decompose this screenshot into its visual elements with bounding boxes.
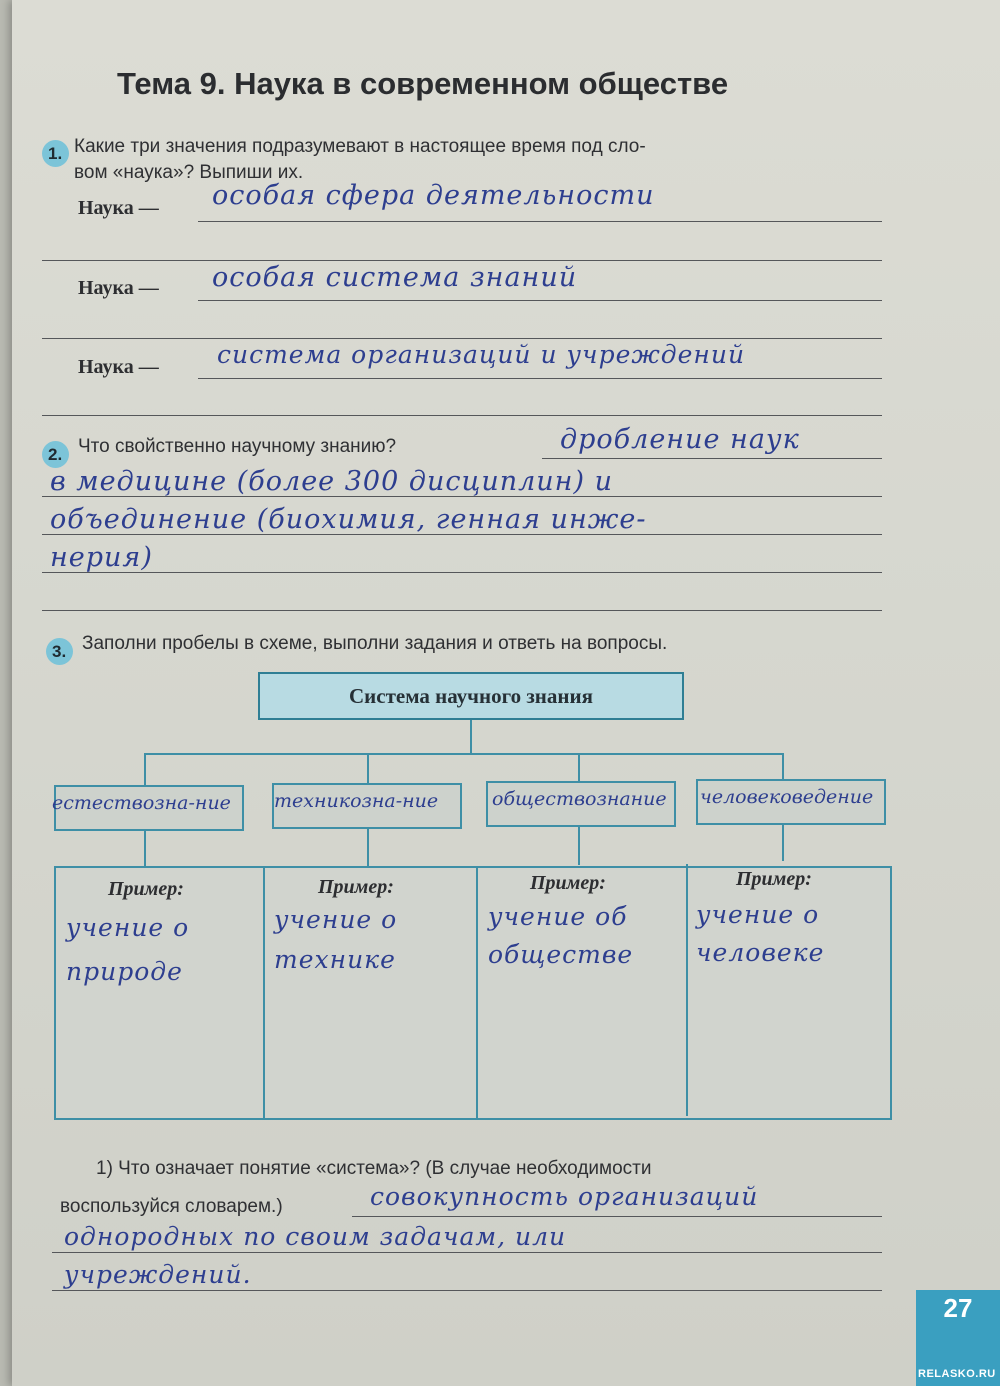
connector-line	[470, 720, 472, 754]
answer-1-1: особая сфера деятельности	[212, 180, 655, 211]
question-1-text	[74, 134, 904, 186]
answer-line	[198, 221, 882, 222]
answer-line	[52, 1290, 882, 1291]
answer-line	[198, 300, 882, 301]
answer-line	[542, 458, 882, 459]
example-3-text: учение об обществе	[488, 902, 634, 969]
example-1-text: учение о природе	[66, 913, 190, 986]
example-2-text: учение о технике	[274, 905, 398, 974]
nauka-label-1: Наука —	[78, 197, 159, 219]
workbook-page	[12, 0, 1000, 1386]
table-divider	[263, 868, 265, 1118]
branch-2-text: техникозна-ние	[274, 790, 439, 812]
branch-4-text: человековедение	[700, 786, 874, 808]
question-1-number: 1.	[42, 140, 69, 167]
page-title: Тема 9. Наука в современном обществе	[117, 66, 729, 101]
answer-3-1-line-1: совокупность организаций	[370, 1182, 759, 1211]
subquestion-1-line-1: 1) Что означает понятие «система»? (В случае необходимости	[96, 1158, 652, 1179]
connector-line	[144, 753, 146, 785]
table-divider	[686, 864, 688, 1116]
answer-line	[42, 534, 882, 535]
example-label-2: Пример:	[318, 876, 394, 898]
example-4-text: учение о человеке	[696, 900, 825, 967]
connector-line	[578, 827, 580, 865]
example-label-4: Пример:	[736, 868, 812, 890]
answer-line	[52, 1252, 882, 1253]
question-3-number: 3.	[46, 638, 73, 665]
answer-line	[42, 496, 882, 497]
answer-2-line-1: дробление наук	[560, 424, 800, 455]
page-number: 27	[943, 1293, 973, 1323]
subquestion-1-line-2: воспользуйся словарем.)	[60, 1196, 283, 1217]
answer-2-line-4: нерия)	[50, 542, 153, 573]
question-1-line-2: вом «наука»? Выпиши их.	[74, 162, 304, 183]
answer-3-1-line-3: учреждений.	[64, 1260, 252, 1289]
example-label-1: Пример:	[108, 878, 184, 900]
scheme-top-box: Система научного знания	[258, 672, 684, 720]
question-3-text: Заполни пробелы в схеме, выполни задания и ответь на вопросы.	[82, 633, 668, 654]
answer-1-3: система организаций и учреждений	[217, 340, 746, 369]
branch-3-text: обществознание	[492, 788, 667, 810]
answer-line	[198, 378, 882, 379]
nauka-label-2: Наука —	[78, 277, 159, 299]
connector-line	[144, 753, 784, 755]
table-divider	[476, 866, 478, 1118]
answer-line	[42, 260, 882, 261]
answer-line	[42, 338, 882, 339]
answer-2-line-2: в медицине (более 300 дисциплин) и	[50, 466, 613, 497]
answer-1-2: особая система знаний	[212, 262, 578, 293]
branch-1-text: естествозна-ние	[52, 792, 231, 814]
question-1-line-1: Какие три значения подразумевают в настоящее время под сло-	[74, 136, 646, 157]
watermark: RELASKO.RU	[918, 1368, 996, 1380]
connector-line	[367, 753, 369, 783]
question-2-number: 2.	[42, 441, 69, 468]
connector-line	[782, 825, 784, 861]
connector-line	[367, 829, 369, 869]
answer-line	[42, 572, 882, 573]
answer-line	[352, 1216, 882, 1217]
nauka-label-3: Наука —	[78, 356, 159, 378]
question-2-text: Что свойственно научному знанию?	[78, 436, 397, 457]
example-label-3: Пример:	[530, 872, 606, 894]
connector-line	[782, 753, 784, 779]
answer-line	[42, 610, 882, 611]
answer-2-line-3: объединение (биохимия, генная инже-	[50, 504, 647, 535]
answer-3-1-line-2: однородных по своим задачам, или	[64, 1222, 567, 1251]
connector-line	[144, 831, 146, 871]
connector-line	[578, 753, 580, 781]
answer-line	[42, 415, 882, 416]
